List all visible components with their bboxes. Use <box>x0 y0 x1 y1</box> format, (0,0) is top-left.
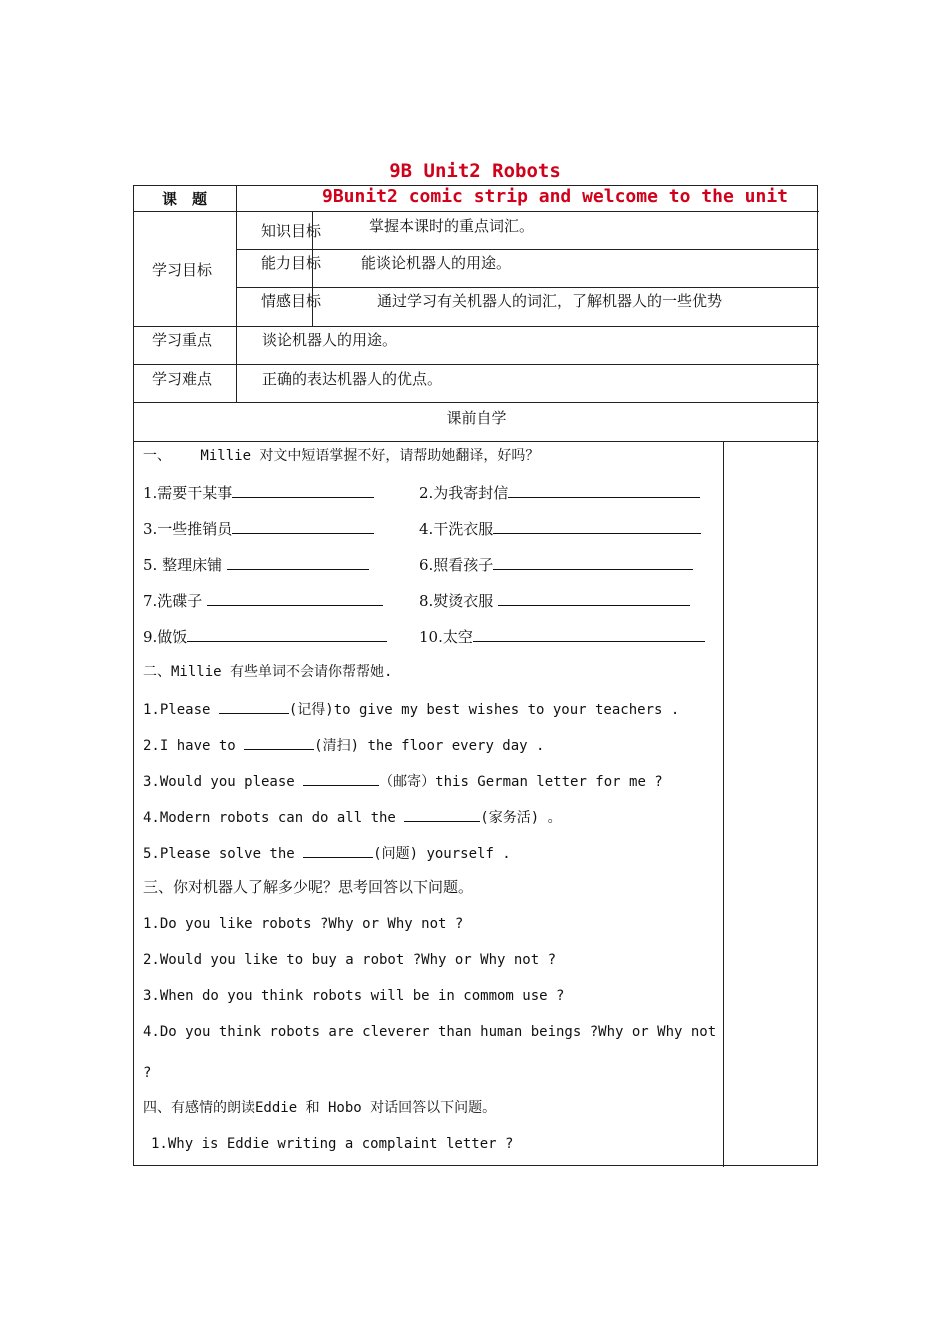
question-item: 2.Would you like to buy a robot ?Why or Why not ? <box>143 952 557 968</box>
fill-text: 3.Would you please <box>143 774 304 790</box>
fill-text: (记得)to give my best wishes to your teachers . <box>288 702 680 718</box>
answer-blank[interactable] <box>303 771 379 786</box>
phrase-label: 3.一些推销员 <box>143 520 233 538</box>
row-divider <box>134 441 819 442</box>
phrase-item <box>143 591 383 610</box>
fill-text: (问题) yourself . <box>373 846 511 862</box>
answer-blank[interactable] <box>404 807 480 822</box>
row-divider <box>236 287 819 288</box>
answer-blank[interactable] <box>219 699 289 714</box>
phrase-item <box>419 519 701 538</box>
answer-blank[interactable] <box>244 735 314 750</box>
fill-text: (清扫) the floor every day . <box>314 738 545 754</box>
phrase-label: 6.照看孩子 <box>419 556 494 574</box>
fill-text: 2.I have to <box>143 738 245 754</box>
fill-item <box>143 807 562 827</box>
fill-text: （邮寄）this German letter for me ? <box>379 774 663 790</box>
question-item: 3.When do you think robots will be in commom use ? <box>143 988 565 1004</box>
phrase-label: 9.做饭 <box>143 628 188 646</box>
phrase-label: 7.洗碟子 <box>143 592 203 610</box>
answer-blank[interactable] <box>493 519 701 534</box>
answer-blank[interactable] <box>303 843 373 858</box>
phrase-item <box>143 627 387 646</box>
section2-heading: 二、Millie 有些单词不会请你帮帮她. <box>143 664 393 680</box>
preview-label: 课前自学 <box>446 409 507 427</box>
section4-heading: 四、有感情的朗读Eddie 和 Hobo 对话回答以下问题。 <box>143 1100 497 1116</box>
phrase-item <box>419 591 690 610</box>
fill-text: 5.Please solve the <box>143 846 304 862</box>
phrase-label: 1.需要干某事 <box>143 484 233 502</box>
question-item: 1.Do you like robots ?Why or Why not ? <box>143 916 464 932</box>
objective-text-ability: 能谈论机器人的用途。 <box>361 254 512 272</box>
phrase-label: 5. 整理床铺 <box>143 556 223 574</box>
objective-label-ability: 能力目标 <box>261 254 322 272</box>
section3-heading: 三、你对机器人了解多少呢？思考回答以下问题。 <box>143 878 474 896</box>
phrase-item <box>143 519 374 538</box>
objectives-label: 学习目标 <box>152 261 213 279</box>
difficulties-text: 正确的表达机器人的优点。 <box>262 370 443 388</box>
topic-value: 9Bunit2 comic strip and welcome to the unit <box>322 186 788 207</box>
fill-text: 4.Modern robots can do all the <box>143 810 405 826</box>
objective-text-knowledge: 掌握本课时的重点词汇。 <box>369 217 535 235</box>
key-points-text: 谈论机器人的用途。 <box>262 331 398 349</box>
phrase-label: 2.为我寄封信 <box>419 484 509 502</box>
phrase-item <box>419 627 705 646</box>
answer-blank[interactable] <box>187 627 387 642</box>
row-divider <box>236 249 819 250</box>
row-divider <box>134 402 819 403</box>
phrase-label: 4.干洗衣服 <box>419 520 494 538</box>
fill-text: (家务活) 。 <box>480 810 562 826</box>
column-divider <box>723 441 724 1167</box>
answer-blank[interactable] <box>232 519 374 534</box>
phrase-item <box>419 555 693 574</box>
phrase-label: 8.熨烫衣服 <box>419 592 494 610</box>
column-divider <box>236 186 237 402</box>
answer-blank[interactable] <box>207 591 383 606</box>
key-points-label: 学习重点 <box>152 331 213 349</box>
answer-blank[interactable] <box>508 483 700 498</box>
answer-blank[interactable] <box>493 555 693 570</box>
worksheet-table <box>133 185 818 1166</box>
answer-blank[interactable] <box>498 591 690 606</box>
answer-blank[interactable] <box>232 483 374 498</box>
phrase-item <box>143 483 374 502</box>
question-item: 1.Why is Eddie writing a complaint letter ? <box>151 1136 514 1152</box>
objective-label-emotion: 情感目标 <box>261 292 322 310</box>
phrase-item <box>143 555 369 574</box>
fill-item <box>143 843 511 863</box>
phrase-item <box>419 483 700 502</box>
fill-item <box>143 735 544 755</box>
topic-label: 课 题 <box>162 190 208 208</box>
answer-blank[interactable] <box>473 627 705 642</box>
fill-item <box>143 699 679 719</box>
question-item: ? <box>143 1065 152 1081</box>
section1-heading: 一、 Millie 对文中短语掌握不好，请帮助她翻译，好吗？ <box>143 448 540 464</box>
answer-blank[interactable] <box>227 555 369 570</box>
question-item: 4.Do you think robots are cleverer than human beings ?Why or Why not <box>143 1024 717 1040</box>
objective-label-knowledge: 知识目标 <box>261 222 322 240</box>
fill-item <box>143 771 663 791</box>
difficulties-label: 学习难点 <box>152 370 213 388</box>
page-title: 9B Unit2 Robots <box>389 160 561 182</box>
phrase-label: 10.太空 <box>419 628 473 646</box>
objective-text-emotion: 通过学习有关机器人的词汇，了解机器人的一些优势 <box>377 292 723 310</box>
fill-text: 1.Please <box>143 702 219 718</box>
